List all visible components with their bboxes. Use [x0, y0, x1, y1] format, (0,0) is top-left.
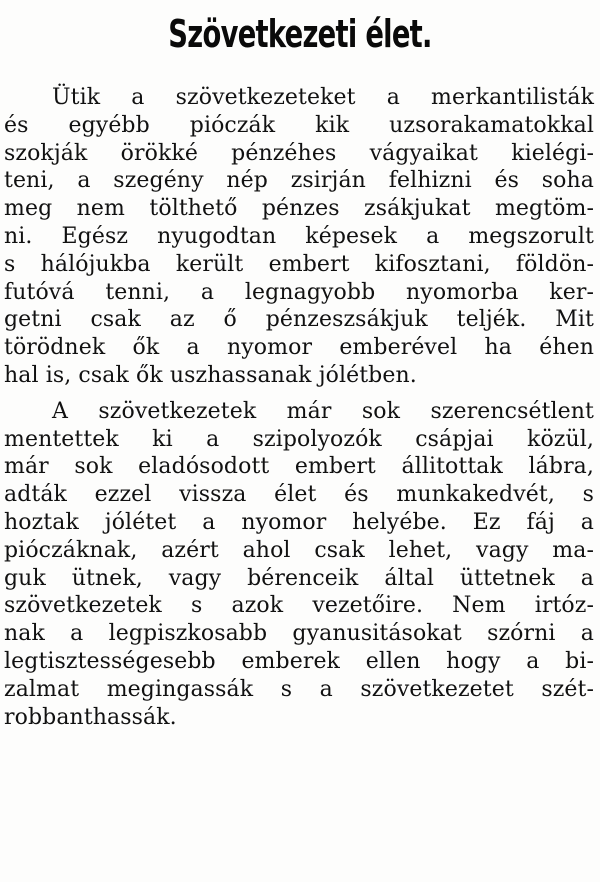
text-line: hoztak jólétet a nyomor helyébe. Ez fáj a: [4, 509, 594, 535]
text-line: robbanthassák.: [4, 704, 177, 730]
text-line: ni. Egész nyugodtan képesek a megszorult: [4, 223, 594, 249]
text-line: A szövetkezetek már sok szerencsétlent: [52, 398, 594, 424]
text-line: nak a legpiszkosabb gyanusitásokat szórni a: [4, 621, 594, 647]
text-line: szövetkezetek s azok vezetőire. Nem irtóz-: [4, 593, 594, 619]
text-line: hal is, csak ők uszhassanak jólétben.: [4, 362, 417, 388]
text-line: legtisztességesebb emberek ellen hogy a bi-: [4, 648, 594, 674]
paragraph-1: [4, 84, 594, 390]
text-line: teni, a szegény nép zsirján felhizni és soha: [4, 168, 594, 194]
text-line: szokják örökké pénzéhes vágyaikat kielégi-: [4, 140, 594, 166]
text-line: zalmat megingassák s a szövetkezetet szét-: [4, 676, 594, 702]
text-line: pióczáknak, azért ahol csak lehet, vagy ma-: [4, 537, 594, 563]
text-line: getni csak az ő pénzeszsákjuk teljék. Mit: [4, 307, 594, 333]
text-line: adták ezzel vissza élet és munkakedvét, s: [4, 482, 594, 508]
text-line: guk ütnek, vagy bérenceik által üttetnek a: [4, 565, 594, 591]
text-line: mentettek ki a szipolyozók csápjai közül,: [4, 426, 594, 452]
text-line: törödnek ők a nyomor emberével ha éhen: [4, 335, 594, 361]
text-line: futóvá tenni, a legnagyobb nyomorba ker-: [4, 279, 594, 305]
text-line: és egyébb pióczák kik uzsorakamatokkal: [4, 112, 594, 138]
text-line: Ütik a szövetkezeteket a merkantilisták: [52, 85, 594, 110]
text-line: s hálójukba került embert kifosztani, földön-: [4, 251, 594, 277]
text-line: már sok eladósodott embert állitottak lábra,: [4, 454, 594, 480]
article-title: Szövetkezeti élet.: [168, 12, 432, 56]
paragraph-2: [4, 398, 594, 732]
text-line: meg nem tölthető pénzes zsákjukat megtöm-: [4, 196, 594, 222]
article-body: [4, 84, 594, 731]
